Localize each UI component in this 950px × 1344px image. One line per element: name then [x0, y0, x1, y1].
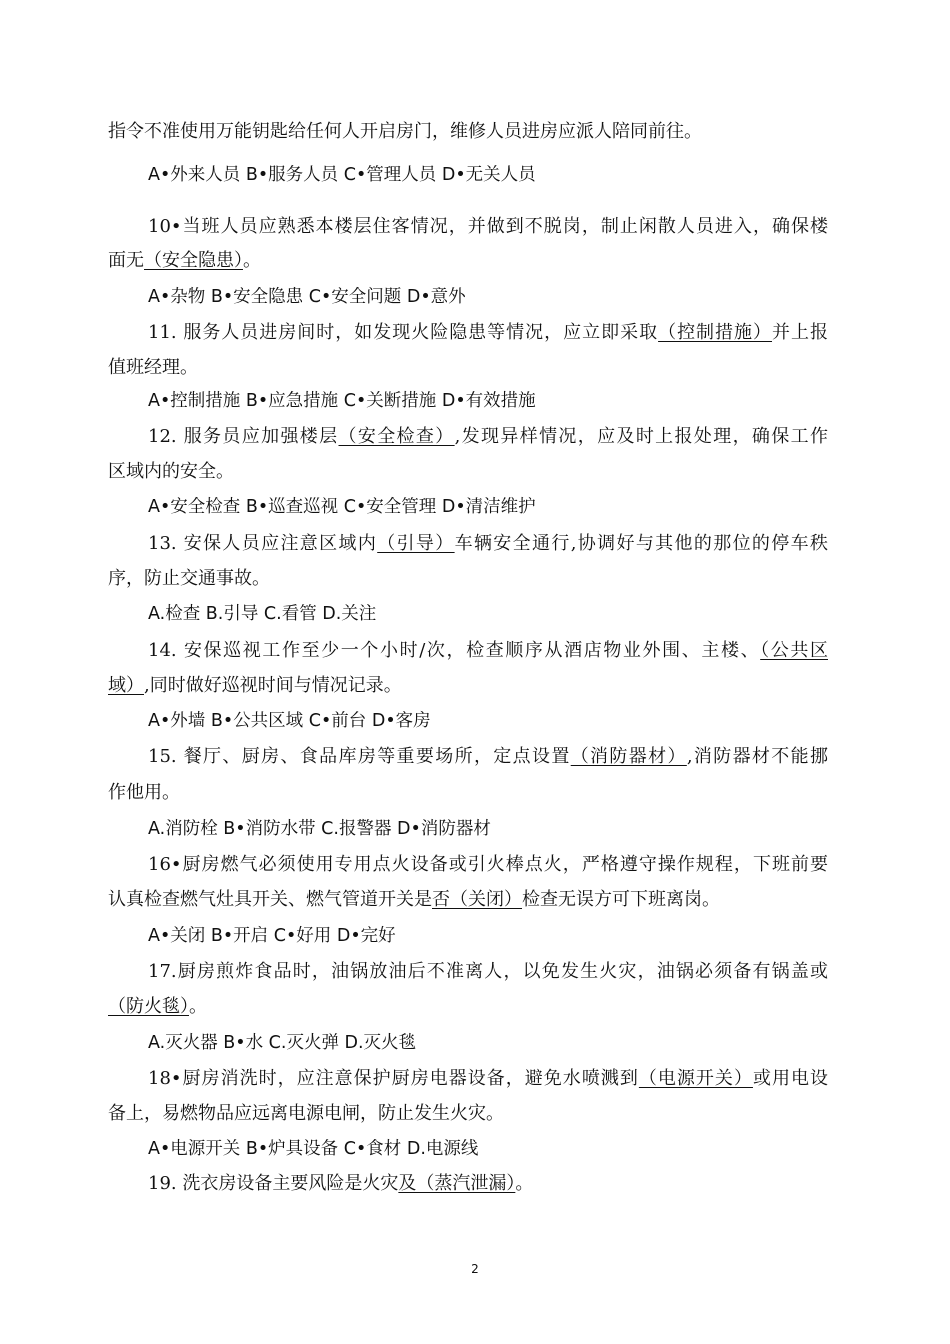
text-line: [108, 567, 828, 591]
text-segment: 15. 餐厅、厨房、食品库房等重要场所，定点设置: [148, 746, 571, 767]
text-segment: A.检查 B.引导 C.看管 D.关注: [148, 604, 377, 624]
answer-options: [148, 389, 828, 413]
text-line: [108, 1102, 828, 1126]
text-segment: 16•厨房燃气必须使用专用点火设备或引火棒点火，严格遵守操作规程，下班前要: [148, 854, 828, 875]
answer-underline: （控制措施）: [658, 322, 773, 343]
text-segment: A.灭火器 B•水 C.灭火弹 D.灭火毯: [148, 1033, 417, 1053]
text-line: [108, 674, 828, 698]
answer-options: [148, 495, 828, 519]
text-segment: 10•当班人员应熟悉本楼层住客情况，并做到不脱岗，制止闲散人员进入，确保楼: [148, 216, 828, 237]
answer-options: [148, 602, 828, 626]
answer-underline: 及（蒸汽泄漏）: [398, 1173, 516, 1194]
text-segment: 作他用。: [108, 782, 180, 803]
text-segment: A•杂物 B•安全隐患 C•安全问题 D•意外: [148, 287, 466, 307]
text-line: [108, 781, 828, 805]
question-line: [148, 745, 828, 769]
answer-underline: 域）: [108, 675, 144, 696]
text-segment: 面无: [108, 250, 144, 271]
question-line: [148, 960, 828, 984]
answer-underline: （消防器材）: [570, 746, 687, 767]
answer-underline: （防火毯）: [108, 996, 189, 1017]
text-segment: 。: [243, 250, 261, 271]
text-segment: 11. 服务人员进房间时，如发现火险隐患等情况，应立即采取: [148, 322, 659, 343]
text-segment: ,消防器材不能挪: [686, 746, 828, 767]
text-segment: 备上，易燃物品应远离电源电闸，防止发生火灾。: [108, 1103, 504, 1124]
question-line: [148, 425, 828, 449]
text-line: [108, 356, 828, 380]
text-segment: A•安全检查 B•巡查巡视 C•安全管理 D•清洁维护: [148, 497, 536, 517]
text-segment: 12. 服务员应加强楼层: [148, 426, 339, 447]
answer-options: [148, 709, 828, 733]
text-line: [108, 888, 828, 912]
answer-underline: （公共区: [760, 640, 828, 661]
question-line: [148, 1067, 828, 1091]
answer-options: [148, 1031, 828, 1055]
text-segment: 13. 安保人员应注意区域内: [148, 533, 378, 554]
question-line: [148, 215, 828, 239]
text-segment: 或用电设: [752, 1068, 829, 1089]
text-segment: A•电源开关 B•炉具设备 C•食材 D.电源线: [148, 1139, 479, 1159]
answer-underline: 否（关闭）: [432, 889, 522, 910]
answer-options: [148, 817, 828, 841]
text-segment: A•外来人员 B•服务人员 C•管理人员 D•无关人员: [148, 165, 536, 185]
text-segment: 指令不准使用万能钥匙给任何人开启房门，维修人员进房应派人陪同前往。: [108, 121, 702, 142]
answer-options: [148, 163, 828, 187]
text-segment: 值班经理。: [108, 357, 198, 378]
text-segment: 14. 安保巡视工作至少一个小时/次，检查顺序从酒店物业外围、主楼、: [148, 640, 761, 661]
text-segment: 并上报: [772, 322, 828, 343]
text-segment: 18•厨房消洗时，应注意保护厨房电器设备，避免水喷溅到: [148, 1068, 639, 1089]
question-line: [148, 532, 828, 556]
page-number: 2: [471, 1262, 479, 1276]
text-segment: 。: [189, 996, 207, 1017]
question-line: [148, 639, 828, 663]
text-segment: A.消防栓 B•消防水带 C.报警器 D•消防器材: [148, 819, 491, 839]
text-segment: 。: [515, 1173, 534, 1194]
answer-underline: （安全隐患）: [144, 250, 243, 271]
text-segment: 认真检查燃气灶具开关、燃气管道开关是: [108, 889, 432, 910]
answer-underline: （安全检查）: [338, 426, 455, 447]
text-segment: 车辆安全通行,协调好与其他的那位的停车秩: [454, 533, 828, 554]
text-segment: ,发现异样情况，应及时上报处理，确保工作: [454, 426, 828, 447]
text-segment: A•控制措施 B•应急措施 C•关断措施 D•有效措施: [148, 391, 536, 411]
text-segment: 检查无误方可下班离岗。: [522, 889, 720, 910]
question-line: [148, 853, 828, 877]
answer-underline: （电源开关）: [638, 1068, 753, 1089]
text-segment: ,同时做好巡视时间与情况记录。: [144, 675, 402, 696]
text-segment: 19. 洗衣房设备主要风险是火灾: [148, 1173, 399, 1194]
answer-options: [148, 285, 828, 309]
text-segment: A•关闭 B•开启 C•好用 D•完好: [148, 926, 396, 946]
question-line: [148, 1172, 828, 1196]
answer-options: [148, 924, 828, 948]
text-segment: A•外墙 B•公共区域 C•前台 D•客房: [148, 711, 431, 731]
text-line: [108, 120, 828, 144]
text-segment: 17.厨房煎炸食品时，油锅放油后不准离人，以免发生火灾，油锅必须备有锅盖或: [148, 961, 828, 982]
text-segment: 序，防止交通事故。: [108, 568, 270, 589]
answer-options: [148, 1137, 828, 1161]
text-line: [108, 995, 828, 1019]
text-line: [108, 460, 828, 484]
question-line: [148, 321, 828, 345]
text-segment: 区域内的安全。: [108, 461, 234, 482]
answer-underline: （引导）: [377, 533, 455, 554]
text-line: [108, 249, 828, 273]
